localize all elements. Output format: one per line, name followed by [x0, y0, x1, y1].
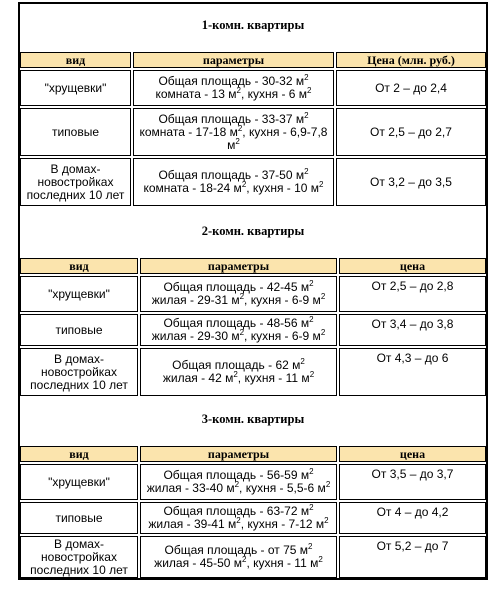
table-row-kind: В домах-новостройках последних 10 лет [20, 536, 138, 578]
table-row-price: От 2,5 – до 2,7 [336, 108, 486, 156]
header-kind: вид [20, 52, 131, 68]
table-row-kind: "хрущевки" [20, 276, 138, 312]
header-params: параметры [133, 52, 334, 68]
table-row-params: Общая площадь - 33-37 $м^2$ комната - 17-18 $м^2$, кухня - 6,9-7,8 $м^2$ [133, 108, 334, 156]
table-row-params: Общая площадь - 48-56 $м^2$ жилая - 29-30 $м^2$, кухня - 6-9 $м^2$ [140, 314, 337, 346]
table-row-price: От 4 – до 4,2 [339, 502, 486, 534]
table-row-params: Общая площадь - 42-45 $м^2$ жилая - 29-31 $м^2$, кухня - 6-9 $м^2$ [140, 276, 337, 312]
table-row-kind: "хрущевки" [20, 70, 131, 106]
header-params: параметры [140, 258, 337, 274]
table-row-kind: В домах-новостройках последних 10 лет [20, 348, 138, 396]
table-row-params: Общая площадь - 30-32 $м^2$ комната - 13 $м^2$, кухня - 6 $м^2$ [133, 70, 334, 106]
table-row-kind: "хрущевки" [20, 464, 138, 500]
price-table [18, 2, 488, 580]
table-row-price: От 3,2 – до 3,5 [336, 158, 486, 206]
table-row-price: От 2 – до 2,4 [336, 70, 486, 106]
table-row-price: От 3,4 – до 3,8 [339, 314, 486, 346]
section-title-2room: 2-комн. квартиры [201, 224, 305, 238]
header-price: Цена (млн. руб.) [336, 52, 486, 68]
table-row-params: Общая площадь - 37-50 $м^2$ комната - 18-24 $м^2$, кухня - 10 $м^2$ [133, 158, 334, 206]
table-row-kind: типовые [20, 502, 138, 534]
table-row-kind: типовые [20, 314, 138, 346]
table-row-price: От 4,3 – до 6 [339, 348, 486, 396]
table-row-kind: В домах-новостройках последних 10 лет [20, 158, 131, 206]
header-kind: вид [20, 258, 138, 274]
table-row-price: От 5,2 – до 7 [339, 536, 486, 578]
table-row-params: Общая площадь - 62 $м^2$ жилая - 42 $м^2$, кухня - 11 $м^2$ [140, 348, 337, 396]
table-row-price: От 2,5 – до 2,8 [339, 276, 486, 312]
section-title-3room: 3-комн. квартиры [201, 412, 305, 426]
section-title-1room: 1-комн. квартиры [201, 18, 305, 32]
table-row-price: От 3,5 – до 3,7 [339, 464, 486, 500]
table-row-kind: типовые [20, 108, 131, 156]
table-row-params: Общая площадь - 56-59 $м^2$ жилая - 33-40 $м^2$, кухня - 5,5-6 $м^2$ [140, 464, 337, 500]
header-kind: вид [20, 446, 138, 462]
header-price: цена [339, 258, 486, 274]
table-row-params: Общая площадь - от 75 $м^2$ жилая - 45-50 $м^2$, кухня - 11 $м^2$ [140, 536, 337, 578]
table-row-params: Общая площадь - 63-72 $м^2$ жилая - 39-41 $м^2$, кухня - 7-12 $м^2$ [140, 502, 337, 534]
header-price: цена [339, 446, 486, 462]
header-params: параметры [140, 446, 337, 462]
